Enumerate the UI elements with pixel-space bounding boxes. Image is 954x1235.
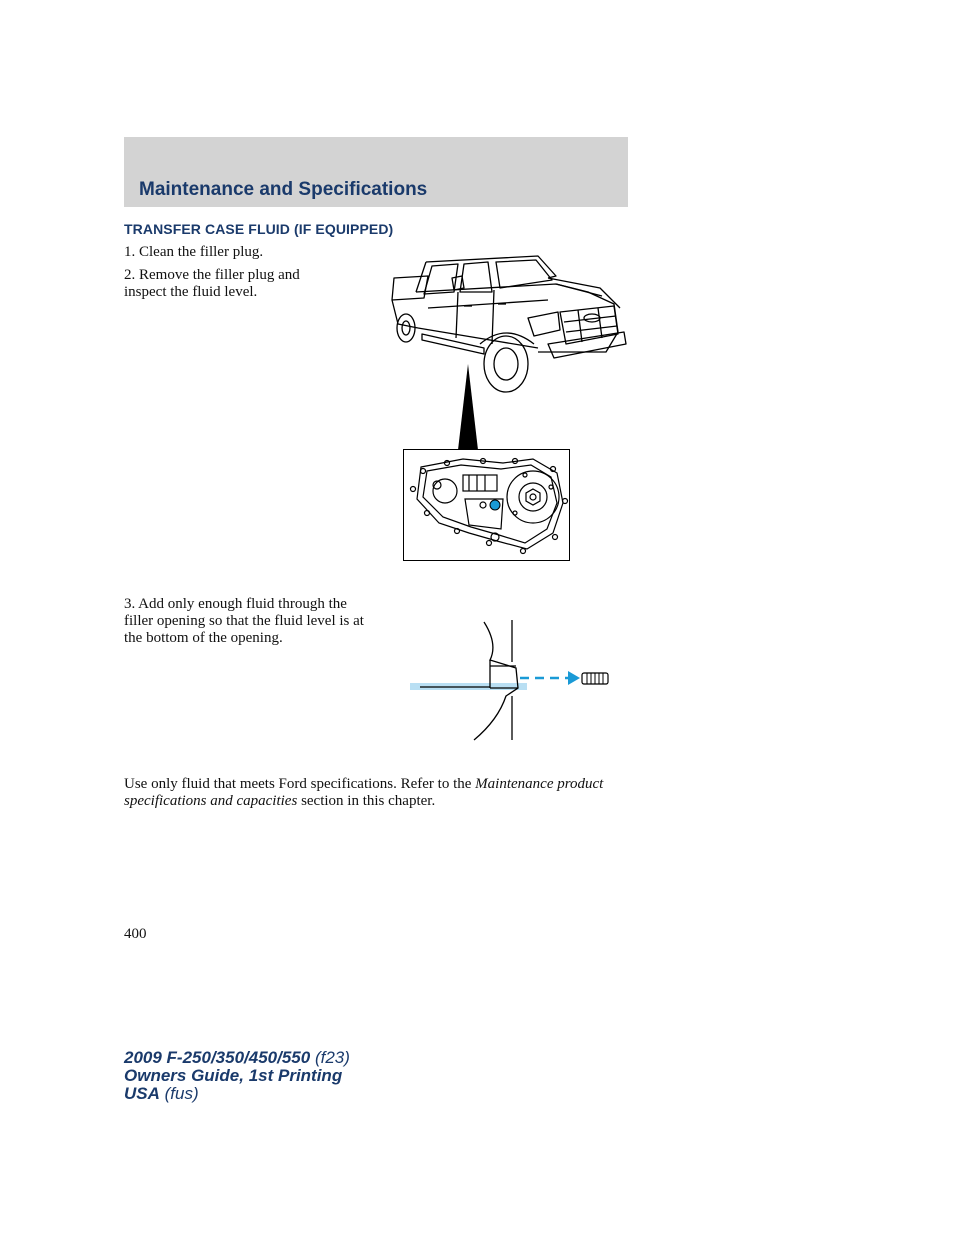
page-number: 400 <box>124 926 147 942</box>
step-1: 1. Clean the filler plug. <box>124 244 264 260</box>
footer-region-code: (fus) <box>159 1084 199 1103</box>
filler-plug-diagram <box>408 616 612 744</box>
spec-note-text: Use only fluid that meets Ford specifications. Refer to the <box>124 776 476 792</box>
document-footer <box>124 1049 350 1103</box>
step-3: 3. Add only enough fluid through the filler opening so that the fluid level is at the bottom of the opening. <box>124 596 364 646</box>
footer-guide: Owners Guide, 1st Printing <box>124 1066 343 1085</box>
filler-plug-marker <box>490 500 500 510</box>
footer-model: 2009 F-250/350/450/550 <box>124 1048 311 1067</box>
step-2: 2. Remove the filler plug and inspect the fluid level. <box>124 267 300 300</box>
spec-note-tail: section in this chapter. <box>297 793 436 809</box>
transfer-case-illustration <box>403 449 571 561</box>
footer-model-code: (f23) <box>310 1048 350 1067</box>
section-heading: TRANSFER CASE FLUID (IF EQUIPPED) <box>124 221 394 237</box>
chapter-title: Maintenance and Specifications <box>139 179 428 200</box>
pickup-truck-illustration <box>388 248 630 398</box>
spec-note-reference: Maintenance product specifications and capacities <box>124 776 604 809</box>
callout-pointer <box>454 364 484 452</box>
specification-note <box>124 776 628 810</box>
footer-region: USA <box>124 1084 160 1103</box>
chapter-header <box>124 137 628 207</box>
